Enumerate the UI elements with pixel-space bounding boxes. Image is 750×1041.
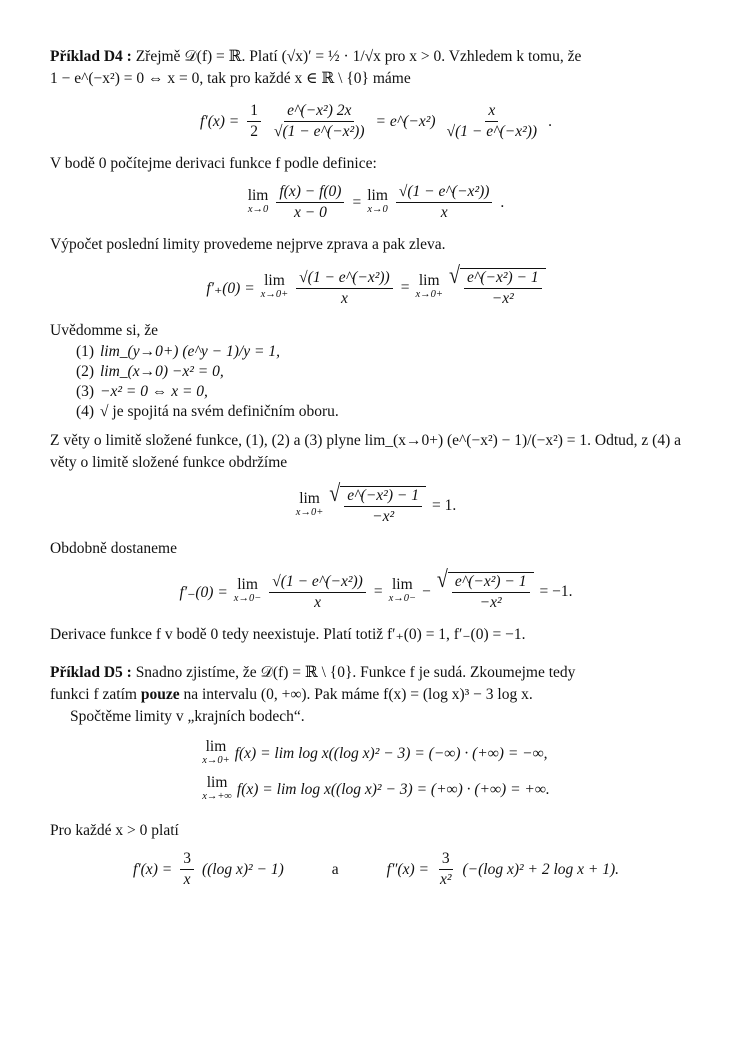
- list-item-text: √ je spojitá na svém definičním oboru.: [100, 403, 339, 420]
- eq3-den: x: [340, 289, 348, 307]
- eq5-root-den: −x²: [479, 594, 502, 611]
- list-item-index: (1): [76, 343, 95, 360]
- list-item: [76, 382, 702, 402]
- d5-limit-line-2: lim x→+∞ f(x) = lim log x((log x)² − 3) = (+∞) · (+∞) = +∞.: [202, 772, 550, 808]
- eq3-num: √(1 − e^(−x²)): [296, 269, 393, 289]
- d1-den: x: [183, 871, 191, 888]
- d4-facts-list: [76, 342, 702, 422]
- d4-equation-derivative: f′(x) = $\frac{1}{2}$ $\frac{\text{e\textasciicircum{}(−x²) 2x}}{\text{√(1 − e\textasciicircum{}(−x²))}}$ = e^(−x²) $\frac{x}{\text{√(1 − e\textasciicircum{}(−x²))}}$ .: [200, 102, 552, 140]
- eq5-den: x: [314, 593, 321, 611]
- eq3-lim-sub-a: x→0+: [260, 289, 289, 300]
- list-item-index: (3): [76, 383, 95, 400]
- lim1-sub-a: x→0+: [202, 755, 230, 766]
- list-item-text: lim_(y→0+) (e^y − 1)/y = 1,: [100, 343, 280, 360]
- eq3-lhs: f′₊(0) =: [206, 279, 255, 297]
- lim1-text: f(x) = lim log x((log x)² − 3) = (−∞) · (+∞) = −∞,: [234, 745, 548, 762]
- d1-lhs: f′(x) =: [132, 860, 173, 878]
- d5-intro-line2-bold: pouze: [140, 686, 180, 703]
- sqrt-symbol: √: [329, 480, 341, 508]
- eq1-mid-num: e^(−x²) 2x: [284, 102, 354, 122]
- eq1-mid-den: √(1 − e^(−x²)): [273, 123, 365, 140]
- d1-rest: ((log x)² − 1): [201, 860, 284, 878]
- eq2-lim-sub-b: x→0: [367, 203, 388, 215]
- d5-intro-line1: Snadno zjistíme, že 𝒟(f) = ℝ \ {0}. Funkce f je sudá. Zkoumejme tedy: [135, 664, 576, 681]
- eq4-root-den: −x²: [372, 508, 395, 525]
- document-page: [50, 46, 702, 889]
- list-item: [76, 342, 702, 362]
- d4-composition-text-1: Z věty o limitě složené funkce, (1), (2) a (3) plyne lim_(x→0+) (e^(−x²) − 1)/(−x²) = 1. Odtud, z (4) a: [50, 432, 682, 449]
- d5-title: Příklad D5 :: [50, 664, 132, 681]
- eq5-lim-sub-a: x→0−: [233, 593, 262, 604]
- eq2-lim-sub-a: x→0: [247, 203, 269, 215]
- eq4-root-num: e^(−x²) − 1: [344, 487, 422, 507]
- eq1-eq2: = e^(−x²): [375, 112, 436, 130]
- d1-num: 3: [180, 850, 194, 870]
- list-item-index: (2): [76, 363, 95, 380]
- d5-each-text: Pro každé x > 0 platí: [50, 822, 179, 839]
- d2-lhs: f″(x) =: [386, 860, 429, 878]
- eq5-lim-sub-b: x→0−: [388, 593, 417, 604]
- eq2-den: x − 0: [293, 204, 327, 221]
- d2-rest: (−(log x)² + 2 log x + 1).: [462, 860, 620, 878]
- eq2-num: f(x) − f(0): [276, 183, 344, 203]
- eq5-num: √(1 − e^(−x²)): [269, 573, 366, 593]
- d4-intro: [50, 46, 702, 68]
- eq1-lhs: f′(x) =: [200, 112, 240, 130]
- d5-intro-line2-b: na intervalu (0, +∞). Pak máme f(x) = (log x)³ − 3 log x.: [179, 686, 533, 703]
- eq1-frac-half-den: 2: [250, 123, 258, 140]
- d4-equation-right-derivative: f′₊(0) = lim x→0+ $\frac{\text{√(1 − e\textasciicircum{}(−x²))}}{x}$ = lim x→0+ √ $\frac{\text{e\textasciicircum{}(−x²) − 1}}{\text{−x²}}$: [50, 268, 702, 308]
- list-item-text: lim_(x→0) −x² = 0,: [100, 363, 224, 380]
- d4-intro-line2: 1 − e^(−x²) = 0 ⇔ x = 0, tak pro každé x ∈ ℝ \ {0} máme: [50, 70, 411, 87]
- d5-limits-block: [50, 736, 702, 808]
- list-item-text: −x² = 0 ⇔ x = 0,: [100, 383, 208, 400]
- d5-intro-line3: Spočtěme limity v „krajních bodech“.: [70, 708, 305, 725]
- d4-equation-limit-one: lim x→0+ √ $\frac{\text{e\textasciicircum{}(−x²) − 1}}{\text{−x²}}$ = 1.: [50, 486, 702, 526]
- eq2-num2: √(1 − e^(−x²)): [396, 183, 493, 203]
- d4-equation-limit-definition: lim x→0 $\frac{f(x) - f(0)}{x - 0}$ = lim x→0 $\frac{\text{√(1 − e\textasciicircum{}(−x²))}}{x}$ .: [247, 183, 505, 221]
- d5-intro-line2-a: funkci f zatím: [50, 686, 141, 703]
- eq5-lhs: f′₋(0) =: [179, 583, 228, 601]
- eq3-root-den: −x²: [491, 290, 514, 307]
- eq1-frac-half-num: 1: [247, 102, 261, 122]
- d4-equation-left-derivative: f′₋(0) = lim x→0− $\frac{\text{√(1 − e\textasciicircum{}(−x²))}}{x}$ = lim x→0− − √ $\frac{\text{e\textasciicircum{}(−x²) − 1}}{\text{−x²}}$ = −1.: [50, 572, 702, 612]
- d5-limit-line-1: lim x→0+ f(x) = lim log x((log x)² − 3) = (−∞) · (+∞) = −∞,: [202, 736, 550, 772]
- d4-conclusion-text: Derivace funkce f v bodě 0 tedy neexistuje. Platí totiž f′₊(0) = 1, f′₋(0) = −1.: [50, 626, 526, 643]
- and-word: a: [331, 860, 339, 878]
- list-item: [76, 362, 702, 382]
- eq5-rhs: = −1.: [539, 583, 573, 600]
- eq1-right-den: √(1 − e^(−x²)): [446, 123, 538, 140]
- d4-definition-text: V bodě 0 počítejme derivaci funkce f podle definice:: [50, 155, 377, 172]
- eq2-den2: x: [440, 204, 448, 221]
- d4-title: Příklad D4 :: [50, 48, 132, 65]
- d4-composition-text-2: věty o limitě složené funkce obdržíme: [50, 454, 288, 471]
- sqrt-symbol: √: [448, 262, 460, 290]
- list-item: [76, 402, 702, 422]
- lim2-text: f(x) = lim log x((log x)² − 3) = (+∞) · (+∞) = +∞.: [236, 781, 550, 798]
- d4-similar-text: Obdobně dostaneme: [50, 540, 177, 557]
- eq3-lim-sub-b: x→0+: [415, 289, 443, 300]
- eq4-lim-sub: x→0+: [295, 507, 324, 518]
- sqrt-symbol: √: [436, 566, 448, 594]
- list-item-index: (4): [76, 403, 95, 420]
- d4-intro-line1: Zřejmě 𝒟(f) = ℝ. Platí (√x)′ = ½ · 1/√x pro x > 0. Vzhledem k tomu, že: [135, 48, 582, 65]
- d2-num: 3: [439, 850, 453, 870]
- d5-intro: [50, 662, 702, 684]
- d4-note-text: Uvědomme si, že: [50, 322, 159, 339]
- eq1-right-num: x: [485, 102, 498, 122]
- lim2-sub-a: x→+∞: [202, 791, 232, 802]
- d5-intro-line2: [50, 684, 702, 706]
- d5-derivatives: [50, 850, 702, 889]
- eq5-root-num: e^(−x²) − 1: [452, 573, 530, 593]
- eq3-root-num: e^(−x²) − 1: [464, 269, 542, 289]
- d4-calc-text: Výpočet poslední limity provedeme nejprve zprava a pak zleva.: [50, 236, 446, 253]
- eq4-rhs: = 1.: [431, 497, 457, 514]
- d2-den: x²: [439, 871, 452, 888]
